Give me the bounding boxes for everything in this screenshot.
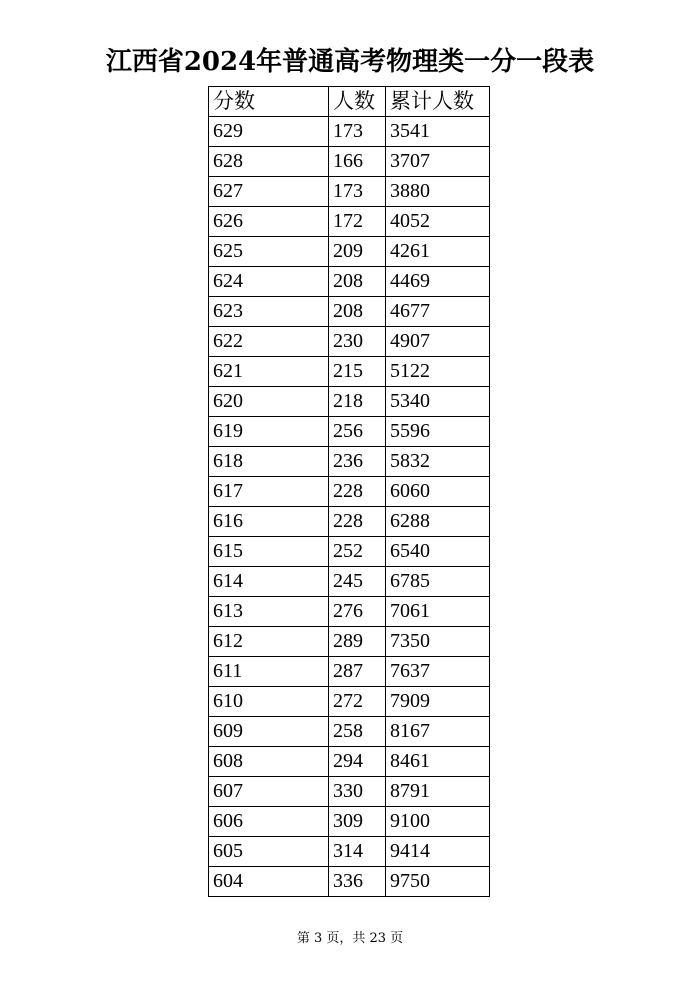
table-row — [209, 717, 490, 747]
cell-count: 228 — [329, 507, 386, 537]
cell-cumulative: 4469 — [386, 267, 490, 297]
table-row — [209, 387, 490, 417]
table-row — [209, 447, 490, 477]
cell-count: 173 — [329, 117, 386, 147]
table-row — [209, 597, 490, 627]
table-row — [209, 777, 490, 807]
table-row — [209, 327, 490, 357]
table-row — [209, 567, 490, 597]
table-row — [209, 417, 490, 447]
page-footer: 第 3 页，共 23 页 — [296, 931, 404, 946]
cell-cumulative: 8167 — [386, 717, 490, 747]
table-row — [209, 207, 490, 237]
cell-cumulative: 7637 — [386, 657, 490, 687]
cell-cumulative: 4261 — [386, 237, 490, 267]
header-count: 人数 — [329, 87, 386, 117]
cell-score: 610 — [209, 687, 329, 717]
table-body — [209, 117, 490, 897]
cell-score: 629 — [209, 117, 329, 147]
table-row — [209, 477, 490, 507]
cell-cumulative: 6060 — [386, 477, 490, 507]
cell-count: 209 — [329, 237, 386, 267]
cell-count: 336 — [329, 867, 386, 897]
table-header-row — [209, 87, 490, 117]
cell-count: 252 — [329, 537, 386, 567]
cell-score: 608 — [209, 747, 329, 777]
cell-cumulative: 8461 — [386, 747, 490, 777]
cell-score: 612 — [209, 627, 329, 657]
header-cumulative: 累计人数 — [386, 87, 490, 117]
cell-score: 618 — [209, 447, 329, 477]
table-row — [209, 177, 490, 207]
cell-count: 272 — [329, 687, 386, 717]
table-row — [209, 747, 490, 777]
page-title: 江西省2024年普通高考物理类一分一段表 — [105, 47, 595, 77]
table-row — [209, 297, 490, 327]
cell-score: 616 — [209, 507, 329, 537]
cell-score: 606 — [209, 807, 329, 837]
cell-cumulative: 9100 — [386, 807, 490, 837]
cell-cumulative: 3707 — [386, 147, 490, 177]
cell-score: 614 — [209, 567, 329, 597]
cell-cumulative: 9414 — [386, 837, 490, 867]
table-row — [209, 237, 490, 267]
table-row — [209, 807, 490, 837]
cell-count: 309 — [329, 807, 386, 837]
cell-count: 173 — [329, 177, 386, 207]
cell-score: 628 — [209, 147, 329, 177]
cell-cumulative: 7909 — [386, 687, 490, 717]
cell-score: 625 — [209, 237, 329, 267]
table-row — [209, 657, 490, 687]
cell-count: 314 — [329, 837, 386, 867]
cell-score: 605 — [209, 837, 329, 867]
cell-cumulative: 3880 — [386, 177, 490, 207]
cell-count: 294 — [329, 747, 386, 777]
cell-count: 218 — [329, 387, 386, 417]
cell-score: 609 — [209, 717, 329, 747]
cell-count: 166 — [329, 147, 386, 177]
cell-score: 624 — [209, 267, 329, 297]
cell-score: 626 — [209, 207, 329, 237]
table-row — [209, 867, 490, 897]
cell-cumulative: 6288 — [386, 507, 490, 537]
cell-cumulative: 6540 — [386, 537, 490, 567]
table-row — [209, 537, 490, 567]
cell-score: 620 — [209, 387, 329, 417]
table-row — [209, 357, 490, 387]
table-row — [209, 507, 490, 537]
cell-count: 236 — [329, 447, 386, 477]
cell-cumulative: 4907 — [386, 327, 490, 357]
cell-cumulative: 4677 — [386, 297, 490, 327]
cell-count: 330 — [329, 777, 386, 807]
cell-count: 172 — [329, 207, 386, 237]
cell-cumulative: 4052 — [386, 207, 490, 237]
table-row — [209, 837, 490, 867]
cell-score: 627 — [209, 177, 329, 207]
table-row — [209, 267, 490, 297]
cell-count: 256 — [329, 417, 386, 447]
cell-cumulative: 5832 — [386, 447, 490, 477]
table-row — [209, 147, 490, 177]
cell-count: 208 — [329, 267, 386, 297]
cell-score: 617 — [209, 477, 329, 507]
table-row — [209, 117, 490, 147]
cell-count: 230 — [329, 327, 386, 357]
cell-count: 245 — [329, 567, 386, 597]
cell-score: 623 — [209, 297, 329, 327]
cell-cumulative: 3541 — [386, 117, 490, 147]
cell-cumulative: 7350 — [386, 627, 490, 657]
cell-count: 287 — [329, 657, 386, 687]
score-distribution-table — [208, 86, 490, 897]
cell-score: 613 — [209, 597, 329, 627]
cell-score: 604 — [209, 867, 329, 897]
cell-count: 289 — [329, 627, 386, 657]
cell-score: 607 — [209, 777, 329, 807]
cell-score: 619 — [209, 417, 329, 447]
cell-count: 276 — [329, 597, 386, 627]
cell-cumulative: 9750 — [386, 867, 490, 897]
cell-cumulative: 5122 — [386, 357, 490, 387]
cell-score: 621 — [209, 357, 329, 387]
cell-cumulative: 7061 — [386, 597, 490, 627]
cell-cumulative: 8791 — [386, 777, 490, 807]
cell-cumulative: 5340 — [386, 387, 490, 417]
table-row — [209, 627, 490, 657]
cell-cumulative: 5596 — [386, 417, 490, 447]
cell-score: 611 — [209, 657, 329, 687]
cell-count: 228 — [329, 477, 386, 507]
cell-cumulative: 6785 — [386, 567, 490, 597]
cell-score: 615 — [209, 537, 329, 567]
cell-count: 215 — [329, 357, 386, 387]
cell-count: 208 — [329, 297, 386, 327]
cell-count: 258 — [329, 717, 386, 747]
table-row — [209, 687, 490, 717]
header-score: 分数 — [209, 87, 329, 117]
cell-score: 622 — [209, 327, 329, 357]
